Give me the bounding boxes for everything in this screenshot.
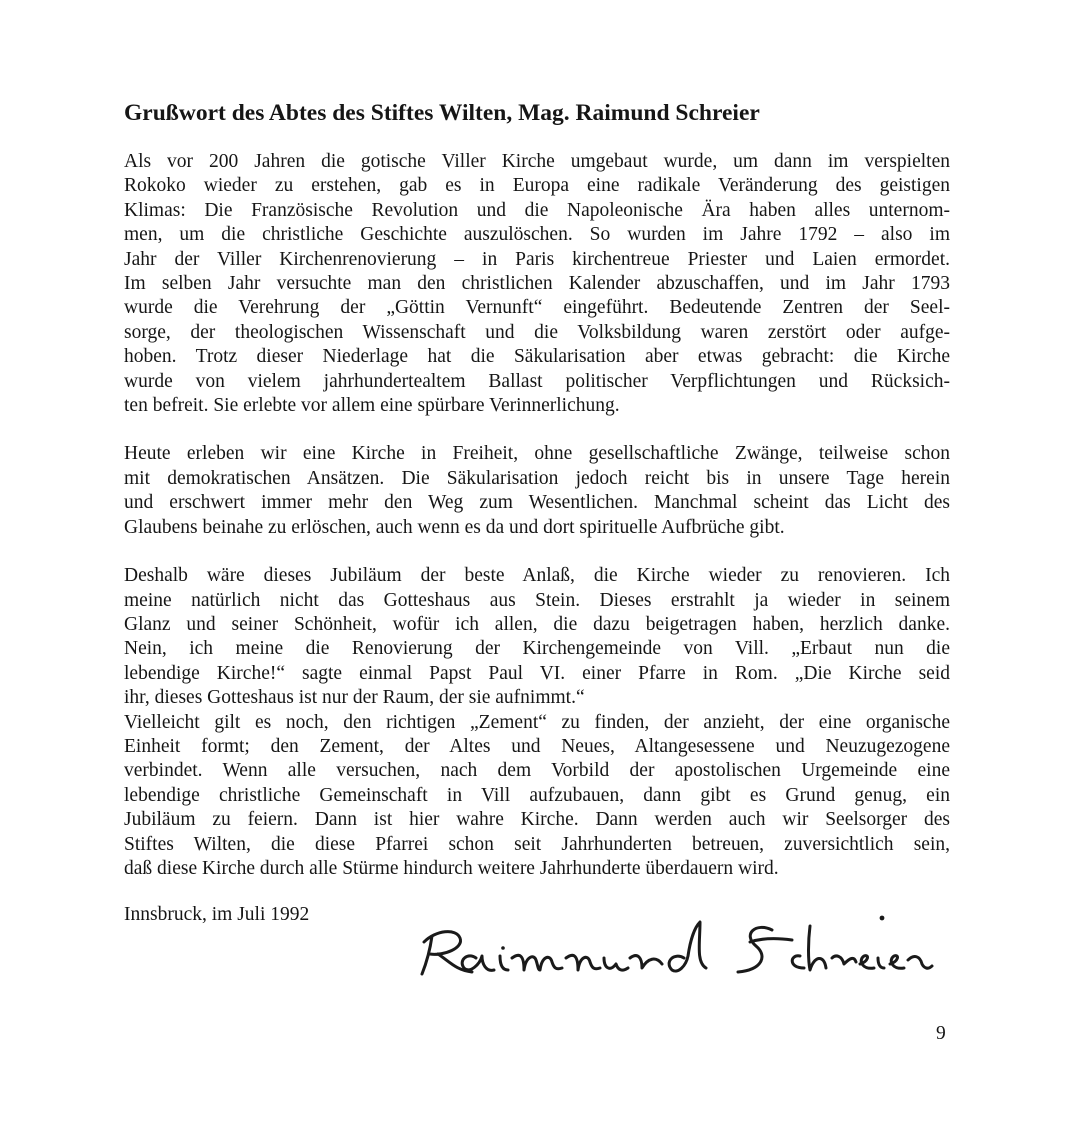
page-number: 9 <box>936 1023 946 1044</box>
text-line: Als vor 200 Jahren die gotische Viller Kirche umgebaut wurde, um dann im verspielten <box>124 151 950 172</box>
text-line: Rokoko wieder zu erstehen, gab es in Europa eine radikale Veränderung des geistigen <box>124 175 950 197</box>
text-line: daß diese Kirche durch alle Stürme hindurch weitere Jahrhunderte überdauern wird. <box>124 857 779 879</box>
text-line: wurde von vielem jahrhundertealtem Ballast politischer Verpflichtungen und Rücksich- <box>124 370 950 392</box>
text-line: lebendige Kirche!“ sagte einmal Papst Paul VI. einer Pfarre in Rom. „Die Kirche seid <box>124 662 950 684</box>
text-line: Glanz und seiner Schönheit, wofür ich allen, die dazu beigetragen haben, herzlich danke. <box>124 613 950 635</box>
text-line: lebendige christliche Gemeinschaft in Vill aufzubauen, dann gibt es Grund genug, ein <box>124 784 950 806</box>
page-title: Grußwort des Abtes des Stiftes Wilten, Mag. Raimund Schreier <box>124 100 760 126</box>
document-page <box>124 98 950 905</box>
text-line: und erschwert immer mehr den Weg zum Wesentlichen. Manchmal scheint das Licht des <box>124 492 950 514</box>
text-line: meine natürlich nicht das Gotteshaus aus Stein. Dieses erstrahlt ja wieder in seinem <box>124 589 950 611</box>
text-line: sorge, der theologischen Wissenschaft und die Volksbildung waren zerstört oder aufge- <box>124 321 950 343</box>
text-line: Stiftes Wilten, die diese Pfarrei schon seit Jahrhunderten betreuen, zuversichtlich sein, <box>124 833 950 855</box>
text-line: ten befreit. Sie erlebte vor allem eine spürbare Verinnerlichung. <box>124 395 620 417</box>
text-line: ihr, dieses Gotteshaus ist nur der Raum, der sie aufnimmt.“ <box>124 687 585 709</box>
text-line: men, um die christliche Geschichte auszulöschen. So wurden im Jahre 1792 – also im <box>124 224 950 246</box>
text-line: Heute erleben wir eine Kirche in Freiheit, ohne gesellschaftliche Zwänge, teilweise schon <box>124 443 950 465</box>
text-line: Deshalb wäre dieses Jubiläum der beste Anlaß, die Kirche wieder zu renovieren. Ich <box>124 565 950 587</box>
text-line: Jahr der Viller Kirchenrenovierung – in Paris kirchentreue Priester und Laien ermordet. <box>124 248 950 270</box>
text-line: Klimas: Die Französische Revolution und die Napoleonische Ära haben alles unternom- <box>124 199 950 221</box>
paragraph-3 <box>124 564 950 881</box>
text-line: Im selben Jahr versuchte man den christlichen Kalender abzuschaffen, und im Jahr 1793 <box>124 273 950 295</box>
text-line: mit demokratischen Ansätzen. Die Säkularisation jedoch reicht bis in unsere Tage herein <box>124 467 950 489</box>
text-line: hoben. Trotz dieser Niederlage hat die Säkularisation aber etwas gebracht: die Kirche <box>124 346 950 368</box>
place-and-date: Innsbruck, im Juli 1992 <box>124 904 310 925</box>
text-line: Glaubens beinahe zu erlöschen, auch wenn es da und dort spirituelle Aufbrüche gibt. <box>124 516 785 538</box>
text-line: Nein, ich meine die Renovierung der Kirchengemeinde von Vill. „Erbaut nun die <box>124 638 950 660</box>
text-line: verbindet. Wenn alle versuchen, nach dem Vorbild der apostolischen Urgemeinde eine <box>124 760 950 782</box>
text-line: Vielleicht gilt es noch, den richtigen „Zement“ zu finden, der anzieht, der eine organische <box>124 711 950 733</box>
text-line: Jubiläum zu feiern. Dann ist hier wahre Kirche. Dann werden auch wir Seelsorger des <box>124 809 950 831</box>
paragraph-2 <box>124 442 950 540</box>
text-line: wurde die Verehrung der „Göttin Vernunft“ eingeführt. Bedeutende Zentren der Seel- <box>124 297 950 319</box>
paragraph-1 <box>124 150 950 418</box>
text-line: Einheit formt; den Zement, der Altes und Neues, Altangesessene und Neuzugezogene <box>124 735 950 757</box>
handwritten-signature <box>416 912 936 988</box>
